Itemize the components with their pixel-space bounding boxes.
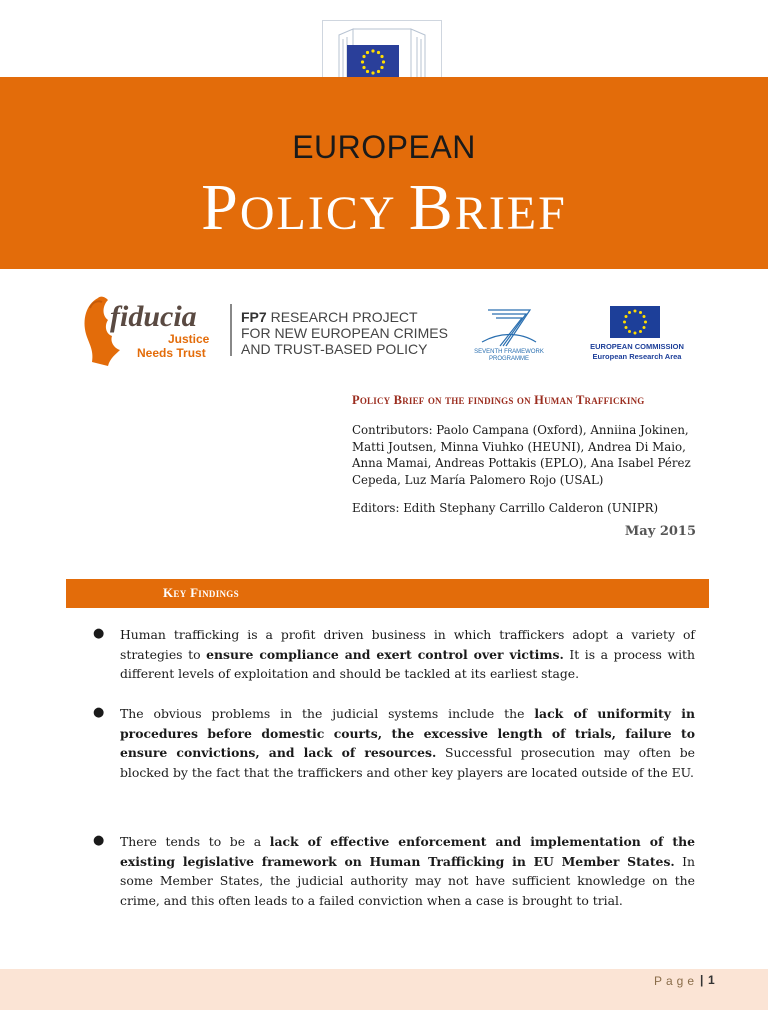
- fp7-line2: FOR NEW EUROPEAN CRIMES: [241, 325, 448, 341]
- title-policy-brief: [0, 170, 768, 246]
- fp7-line1: RESEARCH PROJECT: [266, 309, 418, 325]
- contributors-line1: Contributors: Paolo Campana (Oxford), Anniina Jokinen,: [352, 423, 689, 437]
- title-b-initial: B: [408, 171, 455, 244]
- finding-3-bold: lack of effective enforcement and implementation of the existing legislative framework on Human Trafficking in EU Member States.: [120, 834, 696, 869]
- erc-logo: [582, 306, 692, 362]
- finding-1-text: Human trafficking is a profit driven business in which traffickers adopt a variety of strategies to: [120, 627, 695, 662]
- fp7-project-text: [241, 309, 448, 357]
- key-findings-heading: Key Findings: [163, 585, 239, 600]
- bullet-icon: ●: [93, 833, 105, 848]
- fp7-line3: AND TRUST-BASED POLICY: [241, 341, 428, 357]
- finding-1: [120, 625, 695, 684]
- finding-1-text-end: It is a process with different levels of exploitation and should be tackled at its earliest stage.: [120, 646, 695, 682]
- fiducia-tagline-justice: Justice: [168, 332, 210, 346]
- erc-line1: EUROPEAN COMMISSION: [590, 342, 684, 351]
- fiducia-tagline-needs-trust: Needs Trust: [137, 346, 206, 360]
- eu-flag-icon: [610, 306, 660, 338]
- contributors-line3: Anna Mamai, Andreas Pottakis (EPLO), Ana Isabel Pérez: [352, 456, 691, 470]
- publication-date: May 2015: [624, 524, 696, 539]
- finding-3-text: There tends to be a: [120, 834, 270, 849]
- bullet-icon: ●: [93, 626, 105, 641]
- erc-line2: European Research Area: [592, 352, 682, 361]
- finding-2-text: The obvious problems in the judicial systems include the: [120, 706, 535, 721]
- title-p-initial: P: [201, 171, 240, 244]
- logo-divider: [230, 304, 232, 356]
- seventh-framework-logo: [470, 302, 548, 362]
- page-separator: |: [700, 973, 704, 987]
- title-olicy: OLICY: [239, 187, 409, 240]
- fp7-bold: FP7: [241, 309, 267, 325]
- finding-3: [120, 832, 695, 911]
- contributors: [352, 422, 697, 488]
- footer-band: [0, 969, 768, 1010]
- contributors-line2: Matti Joutsen, Minna Viuhko (HEUNI), Andrea Di Maio,: [352, 439, 686, 454]
- finding-2-bold: lack of uniformity in procedures before domestic courts, the excessive length of trials, failure to ensure convictions, and lack of resources.: [120, 706, 695, 761]
- eu-flag-icon: [347, 45, 399, 79]
- brief-subtitle: Policy Brief on the findings on Human Trafficking: [352, 393, 645, 407]
- contributors-line4: Cepeda, Luz María Palomero Rojo (USAL): [352, 472, 604, 487]
- seventh-line1: SEVENTH FRAMEWORK: [474, 349, 544, 355]
- finding-2-text-end: Successful prosecution may often be blocked by the fact that the traffickers and other key players are located outside of the EU.: [120, 745, 696, 781]
- finding-2: [120, 704, 695, 783]
- finding-1-bold: ensure compliance and exert control over victims.: [206, 646, 564, 662]
- page-label: Page: [654, 974, 699, 988]
- page-number: 1: [708, 973, 715, 987]
- title-rief: RIEF: [454, 187, 567, 240]
- editors: Editors: Edith Stephany Carrillo Calderon (UNIPR): [352, 501, 659, 515]
- bullet-icon: ●: [93, 705, 105, 720]
- title-european: EUROPEAN: [292, 129, 476, 165]
- fiducia-wordmark: fiducia: [110, 300, 197, 333]
- finding-3-text-end: In some Member States, the judicial authority may not have sufficient knowledge on the crime, and this often leads to a failed conviction when a case is brought to trial.: [120, 853, 695, 909]
- seventh-line2: PROGRAMME: [488, 356, 530, 362]
